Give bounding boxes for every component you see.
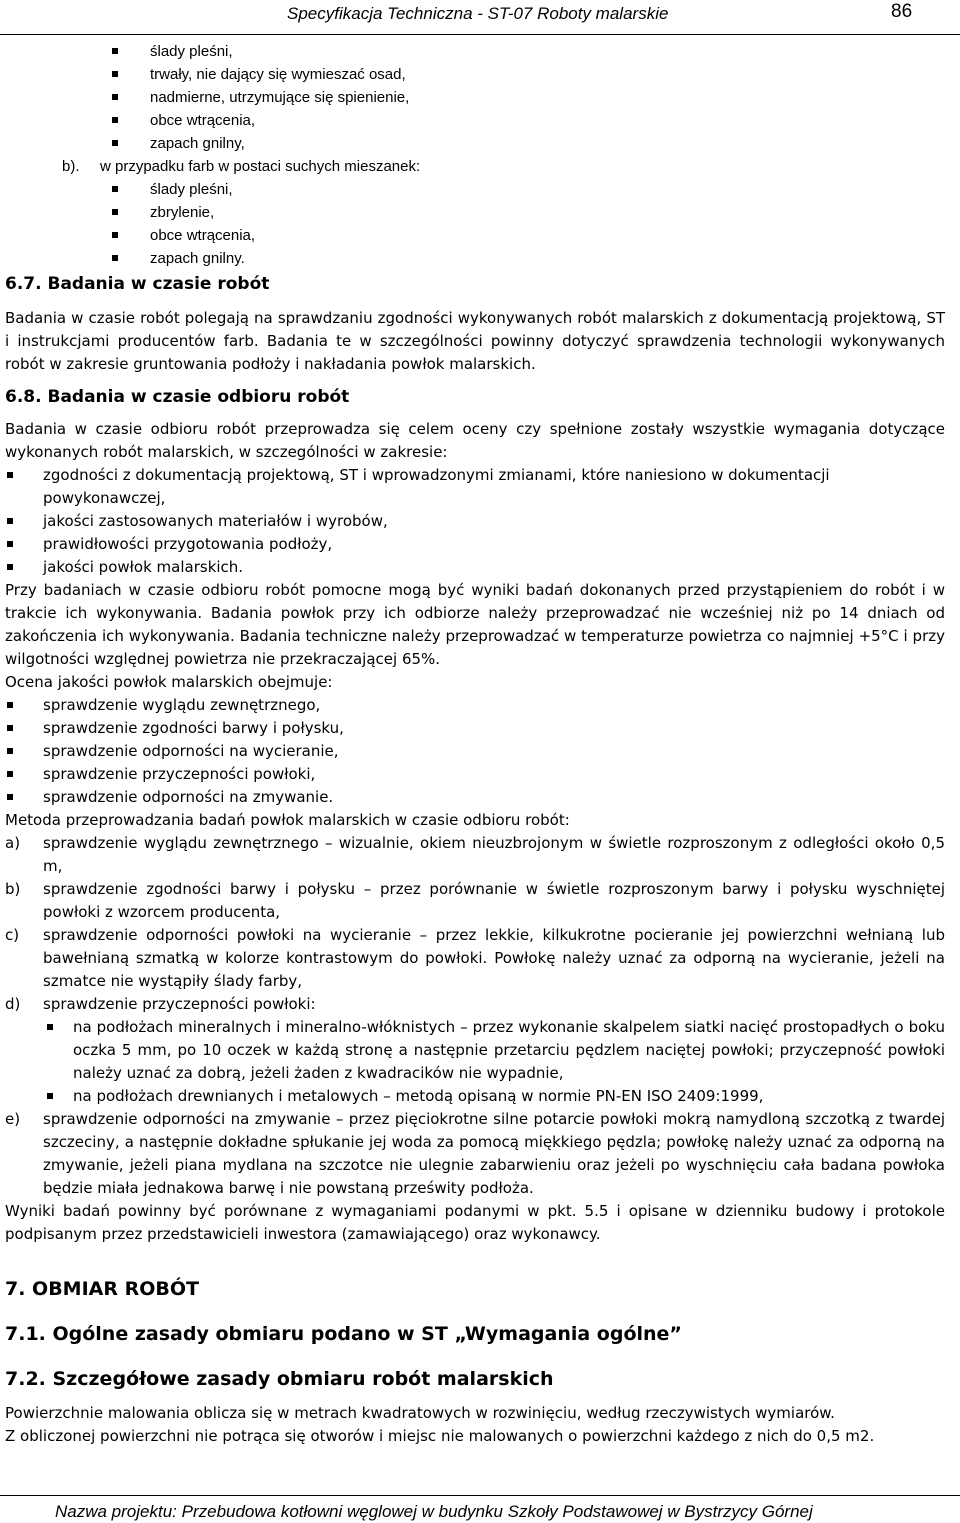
- item-b: [5, 155, 945, 178]
- item-label: d): [5, 995, 21, 1013]
- list-item: zapach gnilny.: [5, 247, 945, 270]
- paragraph: Z obliczonej powierzchni nie potrąca się otworów i miejsc nie malowanych o powierzchni każdego z nich do 0,5 m2.: [5, 1427, 875, 1445]
- item-label: b).: [62, 158, 80, 175]
- adhesion-list: [5, 1016, 945, 1108]
- list-item: zapach gnilny,: [5, 132, 945, 155]
- paragraph: Przy badaniach w czasie odbioru robót pomocne mogą być wyniki badań dokonanych przed przystąpieniem do robót i w trakcie ich wykonywania. Badania powłok przy ich odbiorze należy przeprowadzać nie wcześniej niż po 14 dniach od zakończenia ich wykonywania. Badania techniczne należy przeprowadzać w temperaturze powietrza co najmniej +5°C i przy wilgotności względnej powietrza nie przekraczającej 65%.: [5, 581, 945, 668]
- list-item: jakości zastosowanych materiałów i wyrobów,: [5, 510, 945, 533]
- method-item: [5, 1108, 945, 1200]
- list-item: zbrylenie,: [5, 201, 945, 224]
- section-heading-6-8: 6.8. Badania w czasie odbioru robót: [5, 387, 350, 407]
- page-footer: [0, 1495, 960, 1523]
- paragraph: Metoda przeprowadzania badań powłok malarskich w czasie odbioru robót:: [5, 811, 570, 829]
- footer-text: Nazwa projektu: Przebudowa kotłowni węglowej w budynku Szkoły Podstawowej w Bystrzycy Górnej: [55, 1502, 813, 1521]
- list-item: obce wtrącenia,: [5, 224, 945, 247]
- item-text: sprawdzenie zgodności barwy i połysku – przez porównanie w świetle rozproszonym barwy i połysku wyschniętej powłoki z wzorcem producenta,: [43, 880, 945, 921]
- list-item: sprawdzenie wyglądu zewnętrznego,: [5, 694, 945, 717]
- list-item: sprawdzenie odporności na zmywanie.: [5, 786, 945, 809]
- paragraph: Wyniki badań powinny być porównane z wymaganiami podanymi w pkt. 5.5 i opisane w dzienniku budowy i protokole podpisanym przez przedstawicieli inwestora (zamawiającego) oraz wykonawcy.: [5, 1202, 945, 1243]
- item-text: sprawdzenie przyczepności powłoki:: [43, 995, 316, 1013]
- method-item: [5, 924, 945, 993]
- list-item: prawidłowości przygotowania podłoży,: [5, 533, 945, 556]
- item-text: sprawdzenie odporności powłoki na wycieranie – przez lekkie, kilkukrotne pocieranie jej powierzchni wełnianą lub bawełnianą szmatką w kolorze kontrastowym do powłoki. Powłokę należy uznać za odporną na wycieranie, jeżeli na szmatce nie wystąpiły ślady farby,: [43, 926, 945, 990]
- list-item: sprawdzenie zgodności barwy i połysku,: [5, 717, 945, 740]
- section-heading-7: 7. OBMIAR ROBÓT: [5, 1278, 199, 1300]
- section-heading-7-1: 7.1. Ogólne zasady obmiaru podano w ST „Wymagania ogólne”: [5, 1323, 682, 1345]
- paragraph: Ocena jakości powłok malarskich obejmuje:: [5, 673, 333, 691]
- list-item: trwały, nie dający się wymieszać osad,: [5, 63, 945, 86]
- list-item: obce wtrącenia,: [5, 109, 945, 132]
- method-item: [5, 993, 945, 1016]
- quality-list: [5, 694, 945, 809]
- method-item: [5, 832, 945, 878]
- list-item: jakości powłok malarskich.: [5, 556, 945, 579]
- page-header: [0, 0, 960, 35]
- item-text: w przypadku farb w postaci suchych mieszanek:: [100, 158, 421, 175]
- list-item: ślady pleśni,: [5, 40, 945, 63]
- list-item: na podłożach mineralnych i mineralno-włóknistych – przez wykonanie skalpelem siatki nacięć prostopadłych o boku oczka 5 mm, po 10 oczek w każdą stronę a następnie przetarciu pędzlem naciętej powłoki; przyczepność powłoki należy uznać za dobrą, jeżeli żaden z kwadracików nie wypadnie,: [5, 1016, 945, 1085]
- list-b: [5, 178, 945, 270]
- list-a: [5, 40, 945, 155]
- method-item: [5, 878, 945, 924]
- scope-list: [5, 464, 945, 579]
- list-item: ślady pleśni,: [5, 178, 945, 201]
- list-item: sprawdzenie przyczepności powłoki,: [5, 763, 945, 786]
- item-label: c): [5, 926, 20, 944]
- item-label: b): [5, 880, 21, 898]
- item-label: e): [5, 1110, 21, 1128]
- list-item: na podłożach drewnianych i metalowych – metodą opisaną w normie PN-EN ISO 2409:1999,: [5, 1085, 945, 1108]
- item-label: a): [5, 834, 21, 852]
- list-item: sprawdzenie odporności na wycieranie,: [5, 740, 945, 763]
- paragraph: Badania w czasie odbioru robót przeprowadza się celem oceny czy spełnione zostały wszystkie wymagania dotyczące wykonanych robót malarskich, w szczególności w zakresie:: [5, 420, 945, 461]
- section-heading-6-7: 6.7. Badania w czasie robót: [5, 274, 270, 294]
- page-number: 86: [891, 1, 913, 22]
- item-text: sprawdzenie wyglądu zewnętrznego – wizualnie, okiem nieuzbrojonym w świetle rozproszonym z odległości około 0,5 m,: [43, 834, 945, 875]
- item-text: sprawdzenie odporności na zmywanie – przez pięciokrotne silne potarcie powłoki mokrą namydloną szczotką z twardej szczeciny, a następnie dokładne spłukanie jej woda za pomocą miękkiego pędzla; powłokę należy uznać za odporną na zmywanie, jeżeli piana mydlana na szczotce nie ulegnie zabarwieniu oraz jeżeli po wyschnięciu cała badana powłoka będzie miała jednakowa barwę i nie powstaną prześwity podłoża.: [43, 1110, 945, 1197]
- document-body: [5, 40, 945, 1448]
- list-item: zgodności z dokumentacją projektową, ST i wprowadzonymi zmianami, które naniesiono w dokumentacji powykonawczej,: [5, 464, 945, 510]
- section-heading-7-2: 7.2. Szczegółowe zasady obmiaru robót malarskich: [5, 1368, 554, 1390]
- list-item: nadmierne, utrzymujące się spienienie,: [5, 86, 945, 109]
- paragraph: Badania w czasie robót polegają na sprawdzaniu zgodności wykonywanych robót malarskich z dokumentacją projektową, ST i instrukcjami producentów farb. Badania te w szczególności powinny dotyczyć sprawdzenia technologii wykonywanych robót w zakresie gruntowania podłoży i nakładania powłok malarskich.: [5, 309, 945, 373]
- header-title: Specyfikacja Techniczna - ST-07 Roboty malarskie: [287, 4, 669, 23]
- paragraph: Powierzchnie malowania oblicza się w metrach kwadratowych w rozwinięciu, według rzeczywistych wymiarów.: [5, 1404, 835, 1422]
